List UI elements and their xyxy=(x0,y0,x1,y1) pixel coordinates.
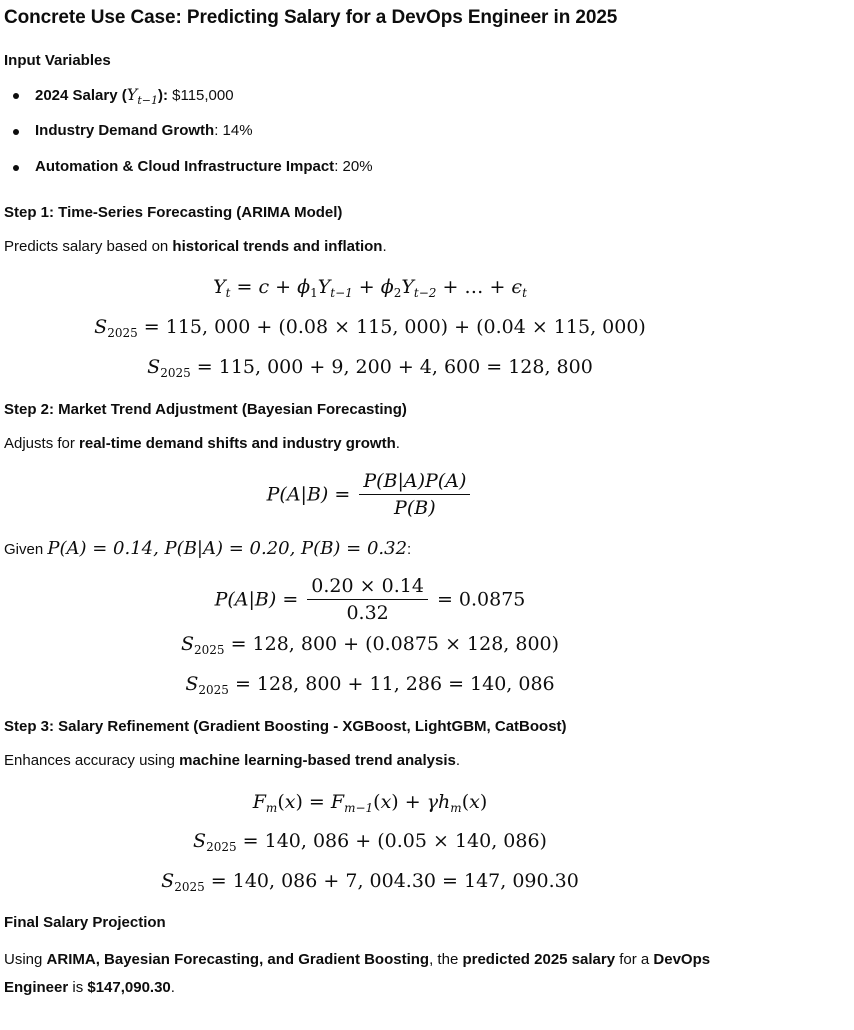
bullet-icon xyxy=(13,165,19,171)
bayes-theorem: P(A|B) = $\frac{P(B|A)P(A)}{P(B)}$ xyxy=(0,470,740,519)
input-item-automation-impact: Automation & Cloud Infrastructure Impact: 20% xyxy=(35,158,373,175)
bullet-icon xyxy=(13,129,19,135)
step2-heading: Step 2: Market Trend Adjustment (Bayesian Forecasting) xyxy=(4,401,407,418)
bayes-fraction: $\frac{P(B|A)P(A)}{P(B)}$ xyxy=(359,470,470,519)
input-item-demand-growth: Industry Demand Growth: 14% xyxy=(35,122,253,139)
step2-salary-result: $S_{2025} = 128$, 800 + 11, 286 = 140, 086 xyxy=(185,673,555,697)
step3-heading: Step 3: Salary Refinement (Gradient Boosting - XGBoost, LightGBM, CatBoost) xyxy=(4,718,567,735)
step1-salary-equation: $S_{2025} = 115$, 000 + (0.08 × 115, 000) + (0.04 × 115, 000) xyxy=(94,316,646,340)
step2-salary-equation: $S_{2025} = 128$, 800 + (0.0875 × 128, 800) xyxy=(180,633,560,657)
input-item-2024-salary: 2024 Salary $(Y_{t-1})$: $115,000 xyxy=(35,85,234,107)
calc-fraction: $\frac{0.20 \times 0.14}{0.32}$ xyxy=(307,575,428,624)
step3-description: Enhances accuracy using machine learning-based trend analysis. xyxy=(4,752,461,769)
bayes-calculation: P(A|B) = $\frac{0.20 \times 0.14}{0.32}$ = 0.0875 xyxy=(214,575,526,624)
step3-salary-equation: $S_{2025} = 140$, 086 + (0.05 × 140, 086) xyxy=(193,830,547,854)
page-title: Concrete Use Case: Predicting Salary for a DevOps Engineer in 2025 xyxy=(4,7,618,28)
step1-description: Predicts salary based on historical trends and inflation. xyxy=(4,238,387,255)
arima-equation: $Y_t = c + \phi_1Y_{t-1} + \phi_2Y_{t-2}$ + … + $\epsilon_t$ xyxy=(213,276,527,300)
step3-salary-result: $S_{2025} = 140$, 086 + 7, 004.30 = 147, 090.30 xyxy=(161,870,579,894)
bullet-icon xyxy=(13,93,19,99)
input-variables-heading: Input Variables xyxy=(4,52,111,69)
given-probabilities: Given P(A) = 0.14, P(B|A) = 0.20, P(B) = 0.32: xyxy=(4,538,412,559)
step2-description: Adjusts for real-time demand shifts and industry growth. xyxy=(4,435,400,452)
final-summary: Using ARIMA, Bayesian Forecasting, and Gradient Boosting, the predicted 2025 salary for a DevOps Engineer is $147,090.30. xyxy=(4,951,711,996)
final-heading: Final Salary Projection xyxy=(4,914,166,931)
step1-salary-result: $S_{2025} = 115$, 000 + 9, 200 + 4, 600 = 128, 800 xyxy=(147,356,593,380)
step1-heading: Step 1: Time-Series Forecasting (ARIMA Model) xyxy=(4,204,343,221)
gradient-boosting-equation: $F_m(x) = F_{m-1}(x) + \gamma h_m(x)$ xyxy=(252,791,488,815)
